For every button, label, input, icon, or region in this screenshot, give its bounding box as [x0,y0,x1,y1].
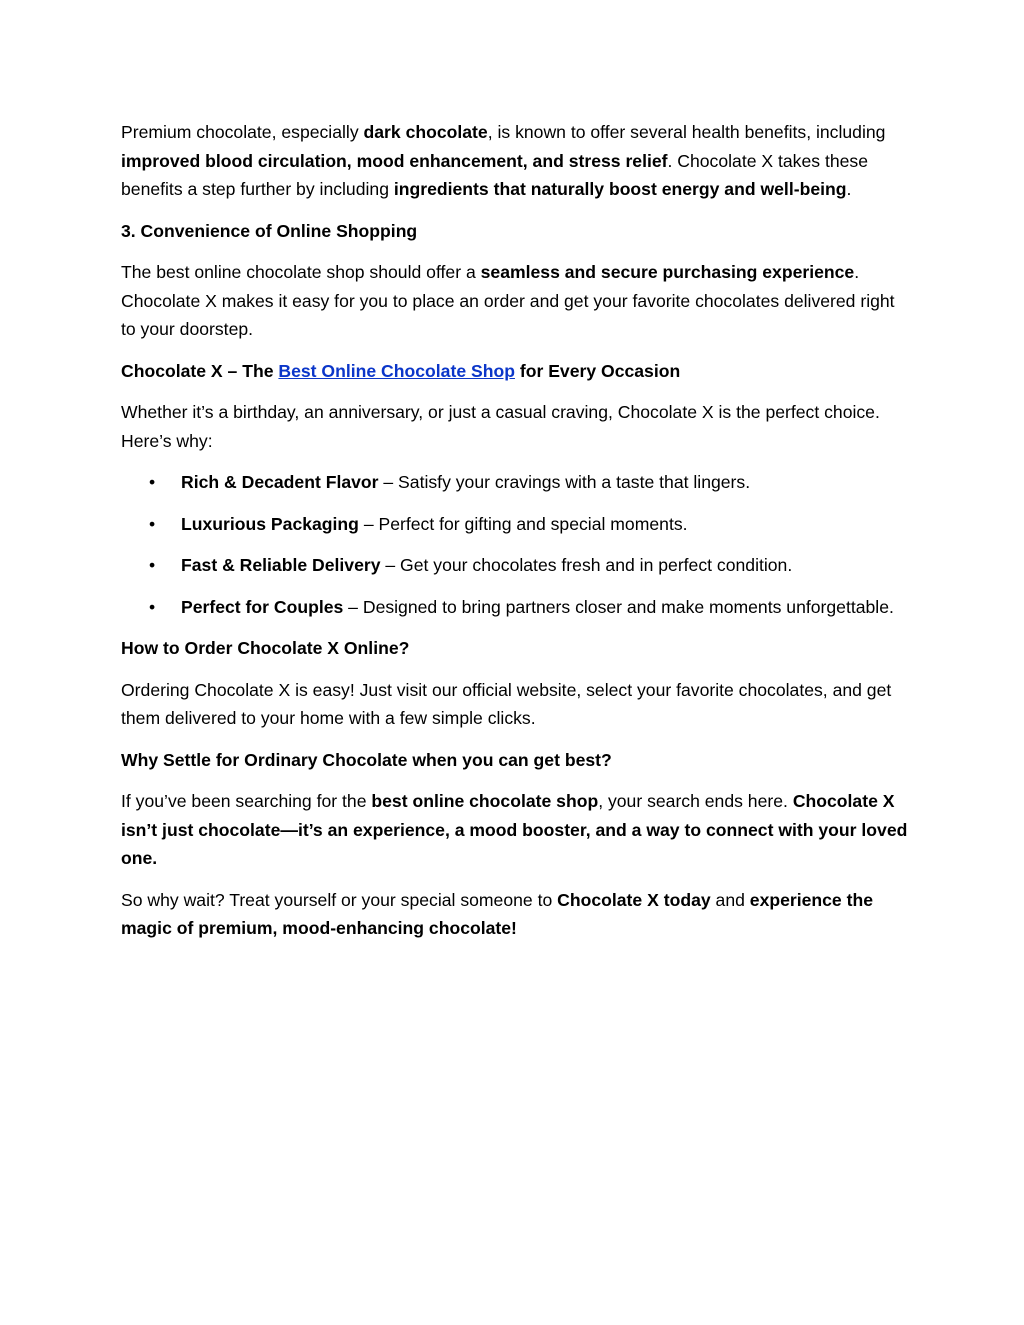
emphasis-best-shop: best online chocolate shop [371,791,599,811]
heading-best-shop: Chocolate X – The Best Online Chocolate Shop for Every Occasion [121,360,681,381]
list-item: • Rich & Decadent Flavor – Satisfy your cravings with a taste that lingers. [121,468,911,497]
occasion-paragraph: Whether it’s a birthday, an anniversary, or just a casual craving, Chocolate X is the perfect choice. Here’s why: [121,402,880,451]
list-item: • Luxurious Packaging – Perfect for gifting and special moments. [121,510,911,539]
bullet-icon: • [149,472,156,492]
emphasis-dark-chocolate: dark chocolate [363,122,488,142]
emphasis-seamless-purchase: seamless and secure purchasing experience [480,262,855,282]
emphasis-magic: experience the magic of premium, mood-enhancing chocolate! [121,889,873,938]
best-online-chocolate-shop-link[interactable]: Best Online Chocolate Shop [278,360,515,381]
heading-how-to-order: How to Order Chocolate X Online? [121,638,410,658]
convenience-paragraph: The best online chocolate shop should offer a seamless and secure purchasing experience. Chocolate X makes it easy for you to place an order and get your favorite chocolates delivered right to your doorstep. [121,262,895,339]
why-paragraph: If you’ve been searching for the best online chocolate shop, your search ends here. Chocolate X isn’t just chocolate—it’s an experience, a mood booster, and a way to connect with your loved one. [121,791,908,868]
heading-why-settle: Why Settle for Ordinary Chocolate when you can get best? [121,749,612,770]
bullet-icon: • [149,555,156,575]
closing-paragraph: So why wait? Treat yourself or your special someone to Chocolate X today and experience the magic of premium, mood-enhancing chocolate! [121,889,873,938]
reasons-list [121,468,911,621]
heading-convenience: 3. Convenience of Online Shopping [121,220,418,241]
emphasis-experience: Chocolate X isn’t just chocolate—it’s an experience, a mood booster, and a way to connect with your loved one. [121,791,908,868]
list-item: • Perfect for Couples – Designed to bring partners closer and make moments unforgettable. [121,593,911,622]
emphasis-chocolate-x-today: Chocolate X today [557,889,711,910]
bullet-icon: • [149,513,156,534]
order-paragraph: Ordering Chocolate X is easy! Just visit our official website, select your favorite chocolates, and get them delivered to your home with a few simple clicks. [121,679,892,728]
document-page [121,118,911,956]
bullet-icon: • [149,596,156,617]
list-item: • Fast & Reliable Delivery – Get your chocolates fresh and in perfect condition. [121,551,911,580]
intro-paragraph: Premium chocolate, especially dark chocolate, is known to offer several health benefits, including improved blood circulation, mood enhancement, and stress relief. Chocolate X takes these benefits a step further by including ingredients that naturally boost energy and well-being. [121,122,886,199]
emphasis-health-benefits: improved blood circulation, mood enhancement, and stress relief [121,150,668,171]
emphasis-ingredients: ingredients that naturally boost energy and well-being [393,179,847,199]
